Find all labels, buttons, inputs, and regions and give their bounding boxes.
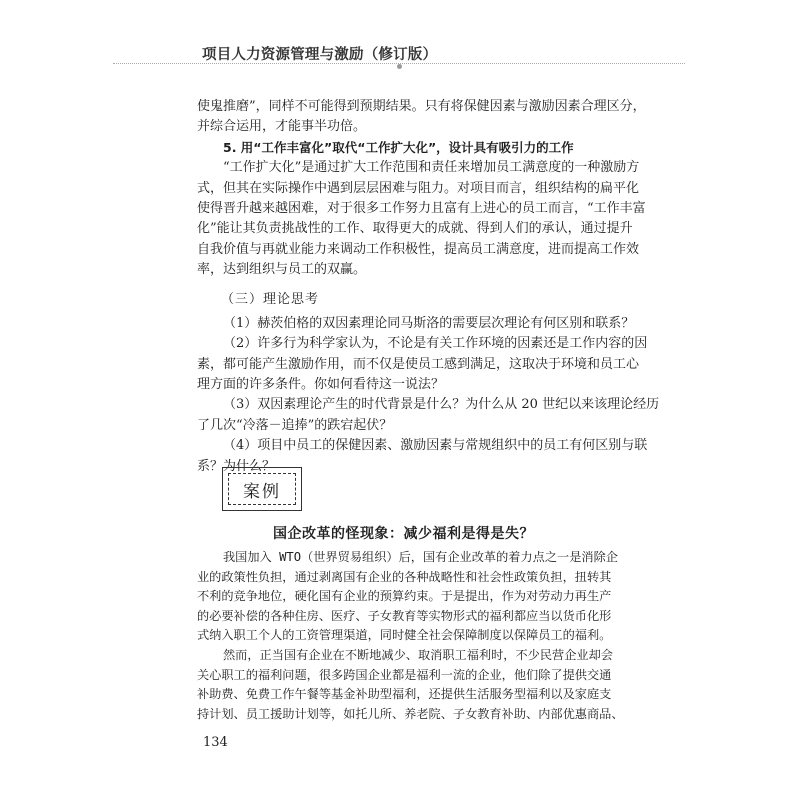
paragraph-line: 化”能让其负责挑战性的工作、取得更大的成就、得到人们的承认，通过提升 <box>197 221 633 237</box>
case-line: 然而，正当国有企业在不断地减少、取消职工福利时，不少民营企业却会 <box>223 647 613 662</box>
case-line: 持计划、员工援助计划等，如托儿所、养老院、子女教育补助、内部优惠商品、 <box>197 706 624 721</box>
case-line: 的必要补偿的各种住房、医疗、子女教育等实物形式的福利都应当以货币化形 <box>197 608 612 623</box>
subsection-heading: （三）理论思考 <box>221 291 320 307</box>
question-line: 了几次“冷落－追捧”的跌宕起伏？ <box>197 417 393 433</box>
question-line: 理方面的许多条件。你如何看待这一说法？ <box>197 377 445 393</box>
case-line: 业的政策性负担，通过剥离国有企业的各种战略性和社会性政策负担，扭转其 <box>197 569 612 584</box>
case-label-box <box>222 467 302 511</box>
case-line: 我国加入 WTO（世界贸易组织）后，国有企业改革的着力点之一是消除企 <box>223 550 618 564</box>
header-divider-dot <box>397 64 402 69</box>
question-line: （4）项目中员工的保健因素、激励因素与常规组织中的员工有何区别与联 <box>223 438 648 454</box>
case-line: 不利的竞争地位，硬化国有企业的预算约束。于是提出，作为对劳动力再生产 <box>197 589 612 604</box>
case-text-block <box>197 548 624 724</box>
section-heading: 5. 用“工作丰富化”取代“工作扩大化”，设计具有吸引力的工作 <box>223 139 574 155</box>
question-line: （1）赫茨伯格的双因素理论同马斯洛的需要层次理论有何区别和联系？ <box>223 315 635 331</box>
case-line: 补助费、免费工作午餐等基金补助型福利，还提供生活服务型福利以及家庭支 <box>197 687 612 702</box>
case-label: 案例 <box>228 473 296 505</box>
question-line: 素，都可能产生激励作用，而不仅是使员工感到满足，这取决于环境和员工心 <box>197 356 640 372</box>
case-line: 式纳入职工个人的工资管理渠道，同时健全社会保障制度以保障员工的福利。 <box>197 628 612 643</box>
main-text-block <box>197 97 660 477</box>
paragraph-line: 式，但其在实际操作中遇到层层困难与阻力。对项目而言，组织结构的扁平化 <box>197 180 640 196</box>
question-line: （3）双因素理论产生的时代背景是什么？为什么从 20 世纪以来该理论经历 <box>223 397 660 413</box>
page-number: 134 <box>203 735 228 750</box>
question-line: （2）许多行为科学家认为，不论是有关工作环境的因素还是工作内容的因 <box>223 336 648 352</box>
case-title: 国企改革的怪现象：减少福利是得是失？ <box>273 526 534 542</box>
running-header-title: 项目人力资源管理与激励（修订版） <box>202 47 438 63</box>
paragraph-line: 率，达到组织与员工的双赢。 <box>197 262 367 278</box>
paragraph-line: “工作扩大化”是通过扩大工作范围和责任来增加员工满意度的一种激励方 <box>223 160 640 176</box>
paragraph-line: 并综合运用，才能事半功倍。 <box>197 119 367 135</box>
paragraph-line: 使得晋升越来越困难，对于很多工作努力且富有上进心的员工而言，“工作丰富 <box>197 200 646 216</box>
paragraph-line: 自我价值与再就业能力来调动工作积极性，提高员工满意度，进而提高工作效 <box>197 241 640 257</box>
case-line: 关心职工的福利问题，很多跨国企业都是福利一流的企业，他们除了提供交通 <box>197 667 612 682</box>
paragraph-line: 使鬼推磨”，同样不可能得到预期结果。只有将保健因素与激励因素合理区分， <box>197 99 646 114</box>
question-line: 系？为什么？ <box>197 458 276 474</box>
